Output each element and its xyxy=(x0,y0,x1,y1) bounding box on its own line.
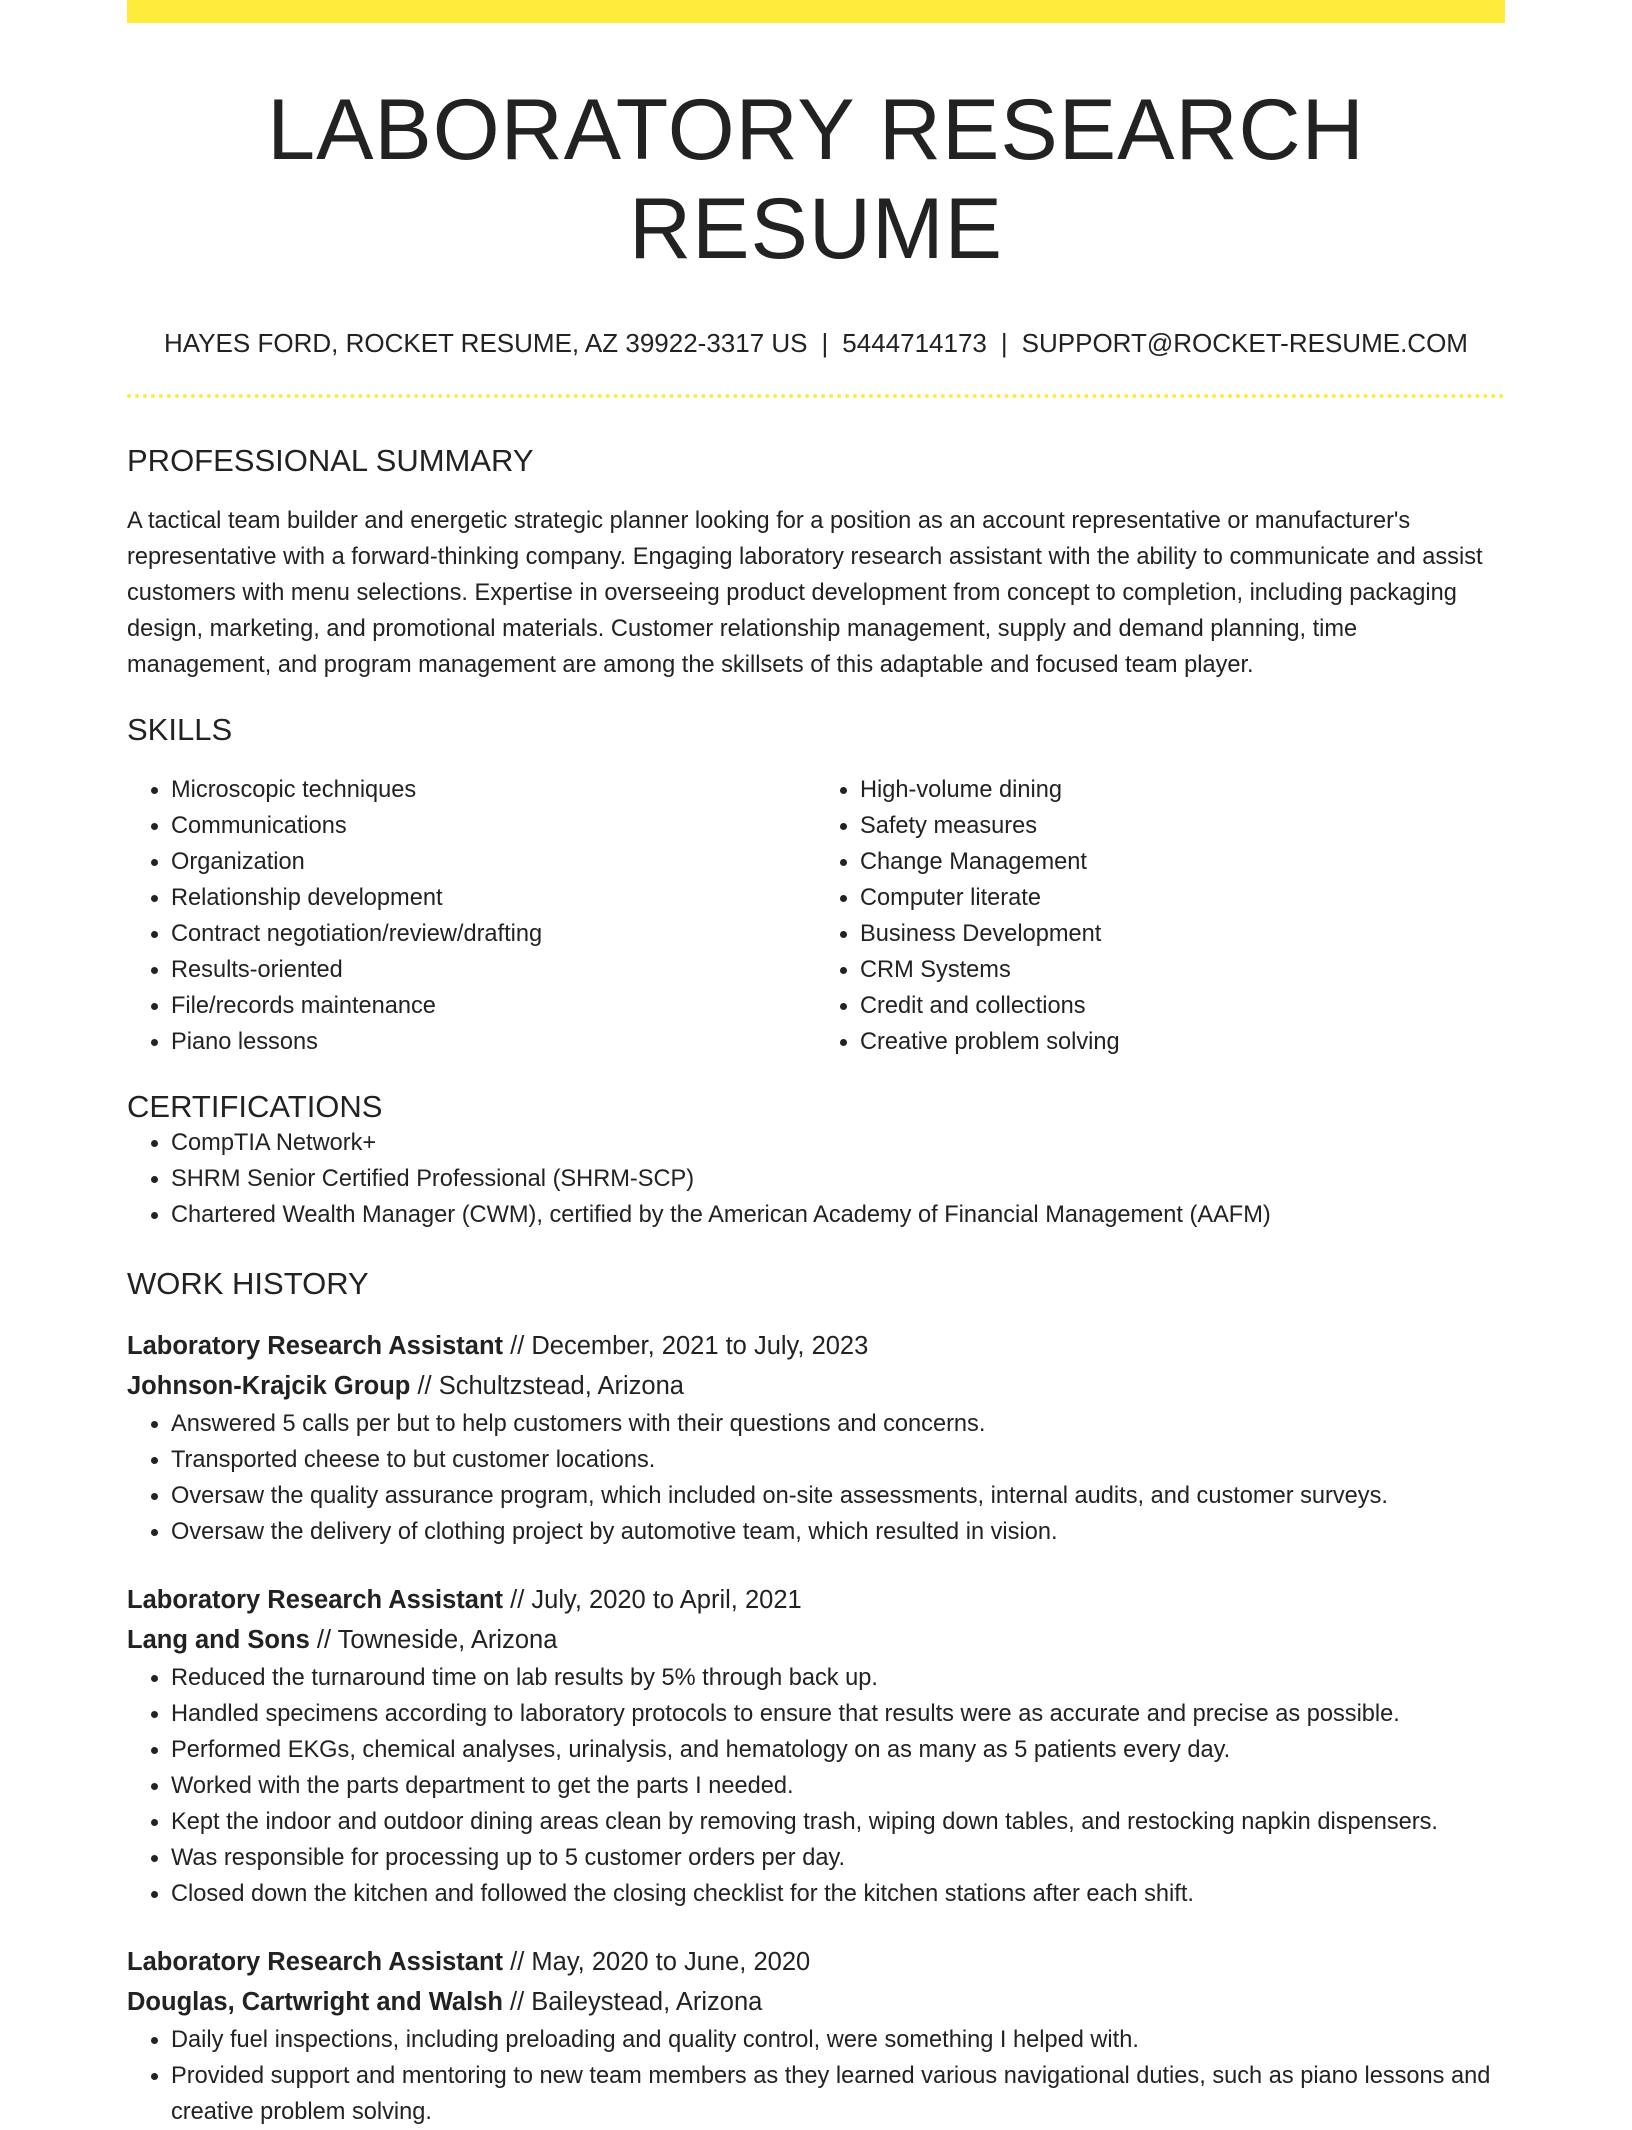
skills-list-right xyxy=(816,772,1505,1060)
job-duty: • Answered 5 calls per but to help customers with their questions and concerns. xyxy=(171,1406,1505,1442)
job-company-line xyxy=(127,1620,1505,1660)
skill-item: • CRM Systems xyxy=(860,952,1505,988)
job-title: Laboratory Research Assistant xyxy=(127,1332,504,1361)
skills-columns xyxy=(127,772,1505,1060)
skill-item: • Contract negotiation/review/drafting xyxy=(171,916,816,952)
top-accent-bar xyxy=(127,0,1505,23)
job-separator: // xyxy=(316,1626,332,1655)
job-separator: // xyxy=(510,1988,525,2017)
job-entry xyxy=(127,1326,1505,1550)
skill-item: • Credit and collections xyxy=(860,988,1505,1024)
job-location: Baileystead, Arizona xyxy=(531,1988,763,2017)
job-location: Schultzstead, Arizona xyxy=(438,1372,684,1401)
job-location: Towneside, Arizona xyxy=(337,1626,558,1655)
skill-item: • Results-oriented xyxy=(171,952,816,988)
resume-title: LABORATORY RESEARCH RESUME xyxy=(267,82,1365,277)
job-entry xyxy=(127,1942,1505,2130)
contact-separator: | xyxy=(1000,327,1008,358)
job-duty: • Closed down the kitchen and followed the closing checklist for the kitchen stations after each shift. xyxy=(171,1876,1505,1912)
contact-phone: 5444714173 xyxy=(842,327,987,358)
job-duties-list xyxy=(127,1406,1505,1550)
contact-address: HAYES FORD, ROCKET RESUME, AZ 39922-3317 US xyxy=(164,327,808,358)
summary-text: A tactical team builder and energetic strategic planner looking for a position as an account representative or manufacturer's representative with a forward-thinking company. Engaging laboratory research assistant with the ability to communicate and assist customers with menu selections. Expertise in overseeing product development from concept to completion, including packaging design, marketing, and promotional materials. Customer relationship management, supply and demand planning, time management, and program management are among the skillsets of this adaptable and focused team player. xyxy=(127,507,1483,678)
skill-item: • Relationship development xyxy=(171,880,816,916)
skills-list-left xyxy=(127,772,816,1060)
skill-item: • Safety measures xyxy=(860,808,1505,844)
job-dates: December, 2021 to July, 2023 xyxy=(531,1332,869,1361)
skill-item: • Creative problem solving xyxy=(860,1024,1505,1060)
job-separator: // xyxy=(510,1332,525,1361)
resume-page xyxy=(127,0,1505,2130)
job-separator: // xyxy=(510,1586,525,1615)
job-duty: • Performed EKGs, chemical analyses, urinalysis, and hematology on as many as 5 patients every day. xyxy=(171,1732,1505,1768)
skill-item: • Microscopic techniques xyxy=(171,772,816,808)
job-separator: // xyxy=(510,1948,525,1977)
job-title-line xyxy=(127,1580,1505,1620)
skills-heading: SKILLS xyxy=(127,711,233,747)
job-duty: • Handled specimens according to laboratory protocols to ensure that results were as accurate and precise as possible. xyxy=(171,1696,1505,1732)
contact-email: SUPPORT@ROCKET-RESUME.COM xyxy=(1021,327,1468,358)
job-title-line xyxy=(127,1942,1505,1982)
skill-item: • Organization xyxy=(171,844,816,880)
certification-item: • CompTIA Network+ xyxy=(171,1125,1505,1161)
skill-item: • Communications xyxy=(171,808,816,844)
certifications-list xyxy=(127,1125,1505,1233)
summary-heading: PROFESSIONAL SUMMARY xyxy=(127,442,534,478)
job-company-line xyxy=(127,1982,1505,2022)
job-duty: • Was responsible for processing up to 5 customer orders per day. xyxy=(171,1840,1505,1876)
job-entry xyxy=(127,1580,1505,1912)
skill-item: • File/records maintenance xyxy=(171,988,816,1024)
certifications-heading: CERTIFICATIONS xyxy=(127,1088,383,1124)
certification-item: • Chartered Wealth Manager (CWM), certified by the American Academy of Financial Management (AAFM) xyxy=(171,1197,1505,1233)
job-duty: • Oversaw the quality assurance program, which included on-site assessments, internal audits, and customer surveys. xyxy=(171,1478,1505,1514)
job-dates: July, 2020 to April, 2021 xyxy=(531,1586,802,1615)
skill-item: • Change Management xyxy=(860,844,1505,880)
job-separator: // xyxy=(417,1372,432,1401)
skill-item: • Computer literate xyxy=(860,880,1505,916)
job-duty: • Transported cheese to but customer locations. xyxy=(171,1442,1505,1478)
job-title: Laboratory Research Assistant xyxy=(127,1948,504,1977)
job-company: Johnson-Krajcik Group xyxy=(127,1372,411,1401)
certification-item: • SHRM Senior Certified Professional (SHRM-SCP) xyxy=(171,1161,1505,1197)
job-duty: • Reduced the turnaround time on lab results by 5% through back up. xyxy=(171,1660,1505,1696)
job-duties-list xyxy=(127,2022,1505,2130)
job-company: Lang and Sons xyxy=(127,1626,310,1655)
contact-separator: | xyxy=(821,327,829,358)
contact-line xyxy=(127,327,1505,361)
job-title: Laboratory Research Assistant xyxy=(127,1586,504,1615)
job-dates: May, 2020 to June, 2020 xyxy=(531,1948,811,1977)
job-company-line xyxy=(127,1366,1505,1406)
skill-item: • Piano lessons xyxy=(171,1024,816,1060)
skill-item: • Business Development xyxy=(860,916,1505,952)
job-duties-list xyxy=(127,1660,1505,1912)
job-company: Douglas, Cartwright and Walsh xyxy=(127,1988,503,2017)
dotted-divider xyxy=(127,394,1505,398)
skill-item: • High-volume dining xyxy=(860,772,1505,808)
job-duty: • Kept the indoor and outdoor dining areas clean by removing trash, wiping down tables, and restocking napkin dispensers. xyxy=(171,1804,1505,1840)
job-duty: • Worked with the parts department to get the parts I needed. xyxy=(171,1768,1505,1804)
job-duty: • Provided support and mentoring to new team members as they learned various navigational duties, such as piano lessons and creative problem solving. xyxy=(171,2058,1505,2130)
work-history-heading: WORK HISTORY xyxy=(127,1266,369,1302)
job-title-line xyxy=(127,1326,1505,1366)
job-duty: • Daily fuel inspections, including preloading and quality control, were something I helped with. xyxy=(171,2022,1505,2058)
job-duty: • Oversaw the delivery of clothing project by automotive team, which resulted in vision. xyxy=(171,1514,1505,1550)
